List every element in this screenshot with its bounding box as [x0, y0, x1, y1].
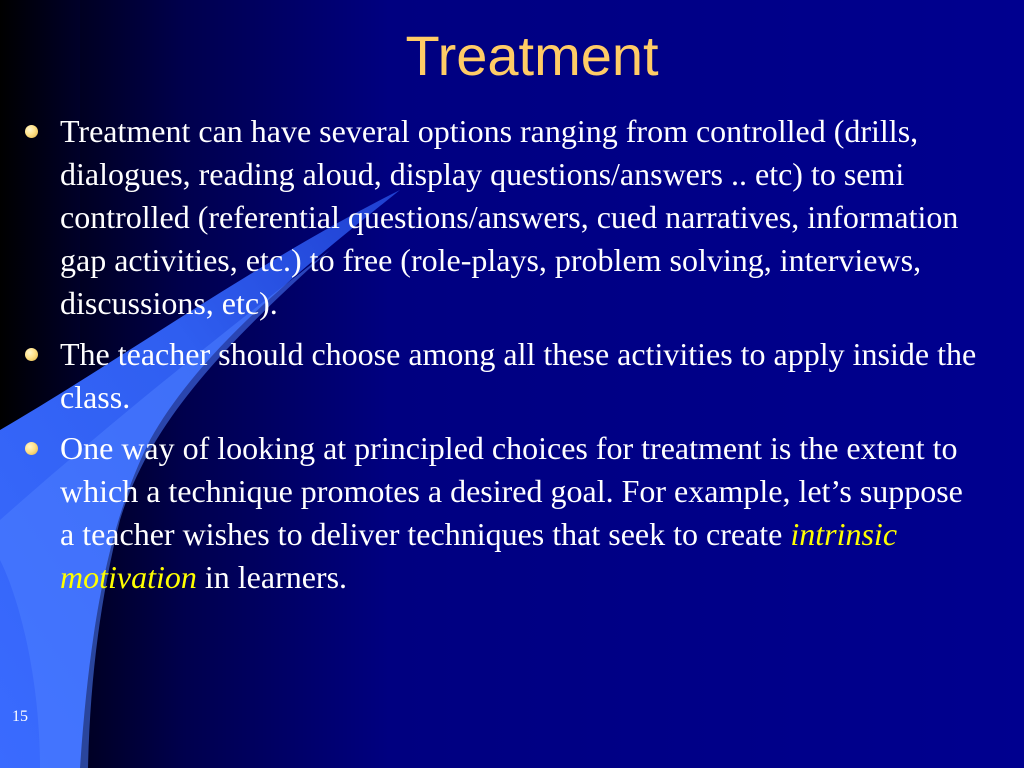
bullet-text: Treatment can have several options ranging from controlled (drills, dialogues, reading aloud, display questions/answers .. etc) to semi controlled (referential questions/answers, cued narratives, information gap activities, etc.) to free (role-plays, problem solving, interviews, discussions, etc). — [60, 113, 959, 321]
slide-title: Treatment — [405, 24, 659, 87]
bullet-dot-icon — [25, 125, 38, 138]
bullet-text-after: in learners. — [196, 559, 348, 595]
bullet-item-1 — [22, 110, 982, 325]
bullet-item-2 — [22, 333, 982, 419]
bullet-text-before: One way of looking at principled choices for treatment is the extent to which a technique promotes a desired goal. For example, let’s suppose a teacher wishes to deliver techniques that seek to create — [60, 430, 963, 552]
bullet-list — [22, 110, 982, 607]
bullet-dot-icon — [25, 442, 38, 455]
highlighted-term: intrinsic motivation — [60, 516, 898, 595]
bullet-text: The teacher should choose among all these activities to apply inside the class. — [60, 336, 977, 415]
page-number: 15 — [12, 708, 28, 725]
bullet-dot-icon — [25, 348, 38, 361]
bullet-item-3 — [22, 427, 982, 599]
